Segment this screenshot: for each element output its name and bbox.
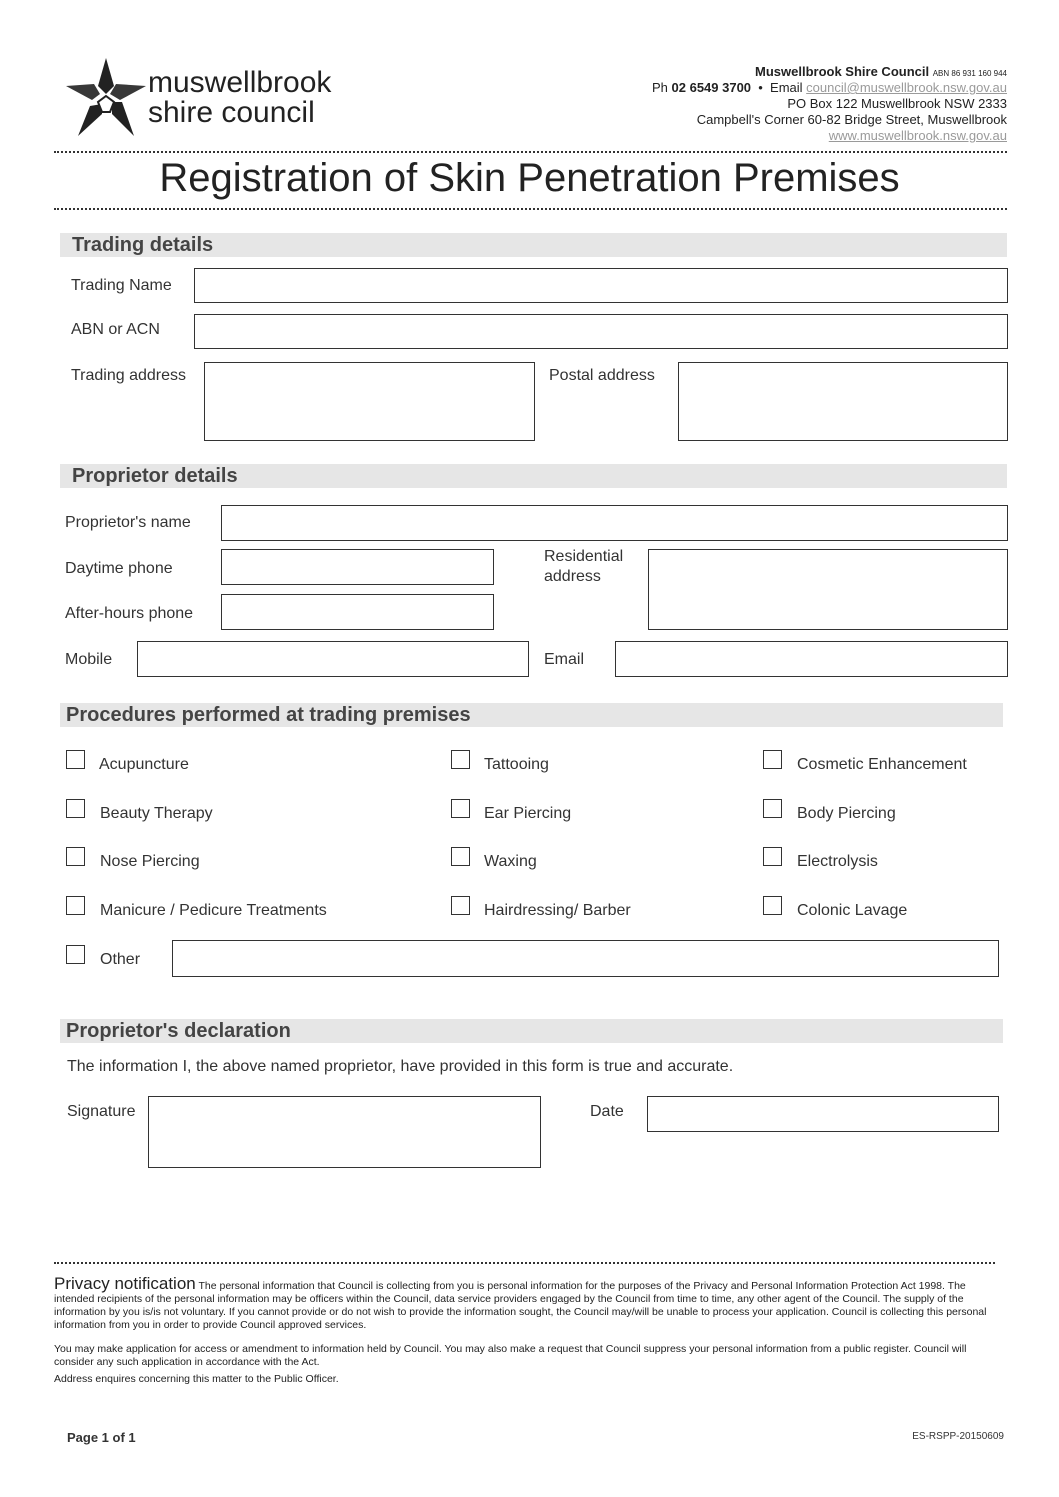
- label-ear-piercing: Ear Piercing: [484, 805, 572, 822]
- date-label: Date: [590, 1103, 624, 1120]
- page-number: Page 1 of 1: [67, 1430, 136, 1445]
- declaration-statement: The information I, the above named proprietor, have provided in this form is true and accurate.: [67, 1058, 734, 1075]
- checkbox-ear-piercing[interactable]: [451, 799, 470, 818]
- procedures-section-header: [60, 703, 1003, 727]
- after-hours-phone-field[interactable]: [221, 594, 494, 630]
- org-name: Muswellbrook Shire Council: [755, 64, 930, 79]
- residential-address-field[interactable]: [648, 549, 1008, 630]
- postal-address-label: Postal address: [549, 367, 655, 384]
- abn-label: ABN or ACN: [71, 321, 160, 338]
- after-hours-phone-label: After-hours phone: [65, 605, 194, 622]
- star-logo-icon: [64, 56, 148, 140]
- website-link[interactable]: [829, 128, 1007, 143]
- checkbox-hairdressing-barber[interactable]: [451, 896, 470, 915]
- postal-address-field[interactable]: [678, 362, 1008, 441]
- privacy-paragraph-2: You may make application for access or amendment to information held by Council. You may also make a request that Council suppress your personal information from a public register. Council will consider any such application in accordance with the Act.: [54, 1343, 967, 1368]
- residential-address-label-line2: address: [544, 568, 601, 585]
- form-code: ES-RSPP-20150609: [912, 1431, 1004, 1442]
- website-link-text[interactable]: www.muswellbrook.nsw.gov.au: [828, 128, 1007, 143]
- abn: ABN 86 931 160 944: [932, 69, 1007, 78]
- label-other: Other: [100, 951, 141, 968]
- abn-field[interactable]: [194, 314, 1008, 349]
- label-hairdressing-barber: Hairdressing/ Barber: [484, 902, 631, 919]
- checkbox-other[interactable]: [66, 945, 85, 964]
- label-acupuncture: Acupuncture: [99, 756, 189, 773]
- daytime-phone-label: Daytime phone: [65, 560, 173, 577]
- trading-address-label: Trading address: [71, 367, 187, 384]
- daytime-phone-field[interactable]: [221, 549, 494, 585]
- email-prefix: • Email: [751, 80, 807, 95]
- trading-name-label: Trading Name: [71, 277, 172, 294]
- label-electrolysis: Electrolysis: [797, 853, 878, 870]
- signature-label: Signature: [67, 1103, 136, 1120]
- privacy-paragraph-1: The personal information that Council is collecting from you is personal information for the purposes of the Privacy and Personal Information Protection Act 1998. The intended recipients of the personal information may be officers within the Council, data service providers engaged by the Council from time to time, any other agent of the Council. The supply of the information by you is/is not voluntary. If you cannot provide or do not wish to provide the information sought, the Council may/will be unable to process your application. Council is collecting this personal information from you in order to provide Council approved services.: [54, 1280, 987, 1331]
- mobile-field[interactable]: [137, 641, 529, 677]
- label-body-piercing: Body Piercing: [797, 805, 896, 822]
- phone-number: 02 6549 3700: [671, 80, 752, 95]
- logo-text-line2: shire council: [148, 96, 315, 129]
- org-contact-line1: [755, 64, 1007, 81]
- divider-title: [54, 208, 1007, 210]
- trading-section-header: [60, 233, 1007, 257]
- email-field[interactable]: [615, 641, 1008, 677]
- checkbox-acupuncture[interactable]: [66, 750, 85, 769]
- date-field[interactable]: [647, 1096, 999, 1132]
- checkbox-beauty-therapy[interactable]: [66, 799, 85, 818]
- label-cosmetic-enhancement: Cosmetic Enhancement: [797, 756, 967, 773]
- checkbox-body-piercing[interactable]: [763, 799, 782, 818]
- procedures-heading: Procedures performed at trading premises: [66, 704, 471, 726]
- checkbox-waxing[interactable]: [451, 847, 470, 866]
- trading-name-field[interactable]: [194, 268, 1008, 303]
- checkbox-electrolysis[interactable]: [763, 847, 782, 866]
- privacy-paragraph-3: Address enquires concerning this matter to the Public Officer.: [54, 1373, 339, 1385]
- label-tattooing: Tattooing: [484, 756, 549, 773]
- residential-address-label-line1: Residential: [544, 548, 624, 565]
- other-procedure-field[interactable]: [172, 940, 999, 977]
- proprietor-heading: Proprietor details: [72, 465, 238, 487]
- checkbox-manicure-pedicure[interactable]: [66, 896, 85, 915]
- street-address: Campbell's Corner 60-82 Bridge Street, Muswellbrook: [696, 112, 1007, 127]
- checkbox-nose-piercing[interactable]: [66, 847, 85, 866]
- divider-top: [54, 151, 1007, 153]
- privacy-notification: [54, 1274, 995, 1332]
- trading-heading: Trading details: [72, 234, 214, 256]
- label-manicure-pedicure: Manicure / Pedicure Treatments: [100, 902, 327, 919]
- declaration-section-header: [60, 1019, 1003, 1043]
- label-colonic-lavage: Colonic Lavage: [797, 902, 908, 919]
- mobile-label: Mobile: [65, 651, 113, 668]
- council-logo: [64, 56, 354, 140]
- trading-address-field[interactable]: [204, 362, 535, 441]
- signature-field[interactable]: [148, 1096, 541, 1168]
- email-label: Email: [544, 651, 585, 668]
- page-title: Registration of Skin Penetration Premises: [159, 156, 900, 200]
- proprietor-name-label: Proprietor's name: [65, 514, 191, 531]
- privacy-heading: Privacy notification: [54, 1274, 196, 1293]
- proprietor-name-field[interactable]: [221, 505, 1008, 541]
- phone-prefix: Ph: [652, 80, 672, 95]
- logo-text-line1: muswellbrook: [148, 66, 332, 99]
- po-box: PO Box 122 Muswellbrook NSW 2333: [787, 96, 1007, 111]
- checkbox-tattooing[interactable]: [451, 750, 470, 769]
- checkbox-colonic-lavage[interactable]: [763, 896, 782, 915]
- email-link[interactable]: council@muswellbrook.nsw.gov.au: [806, 80, 1007, 95]
- org-contact-line2: [652, 80, 1007, 95]
- declaration-heading: Proprietor's declaration: [66, 1020, 291, 1042]
- label-nose-piercing: Nose Piercing: [100, 853, 200, 870]
- proprietor-section-header: [60, 464, 1007, 488]
- label-beauty-therapy: Beauty Therapy: [100, 805, 213, 822]
- label-waxing: Waxing: [484, 853, 537, 870]
- divider-bottom: [54, 1262, 995, 1264]
- checkbox-cosmetic-enhancement[interactable]: [763, 750, 782, 769]
